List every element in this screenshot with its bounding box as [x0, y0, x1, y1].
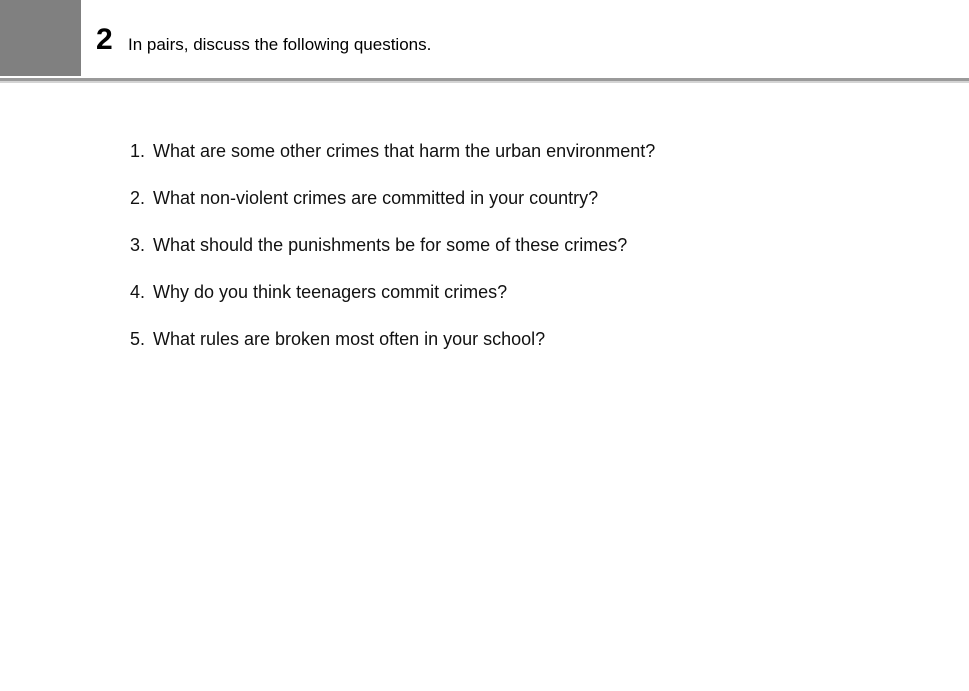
- question-number: 5.: [130, 329, 146, 349]
- question-text: Why do you think teenagers commit crimes?: [153, 282, 508, 302]
- question-item: [130, 327, 655, 374]
- question-text: What are some other crimes that harm the urban environment?: [153, 141, 656, 161]
- task-number: 2: [96, 23, 113, 56]
- header-color-block: [0, 0, 81, 76]
- question-item: [130, 233, 655, 280]
- question-text: What should the punishments be for some of these crimes?: [153, 235, 628, 255]
- question-item: [130, 186, 655, 233]
- question-number: 3.: [130, 235, 146, 255]
- question-number: 1.: [130, 141, 146, 161]
- question-item: [130, 139, 655, 186]
- question-text: What non-violent crimes are committed in your country?: [153, 188, 599, 208]
- header-divider-shadow: [0, 81, 969, 83]
- question-list: [130, 139, 655, 374]
- task-instruction: In pairs, discuss the following questions.: [128, 35, 432, 54]
- question-number: 4.: [130, 282, 146, 302]
- question-text: What rules are broken most often in your school?: [153, 329, 546, 349]
- question-item: [130, 280, 655, 327]
- question-number: 2.: [130, 188, 146, 208]
- task-header: [0, 0, 969, 79]
